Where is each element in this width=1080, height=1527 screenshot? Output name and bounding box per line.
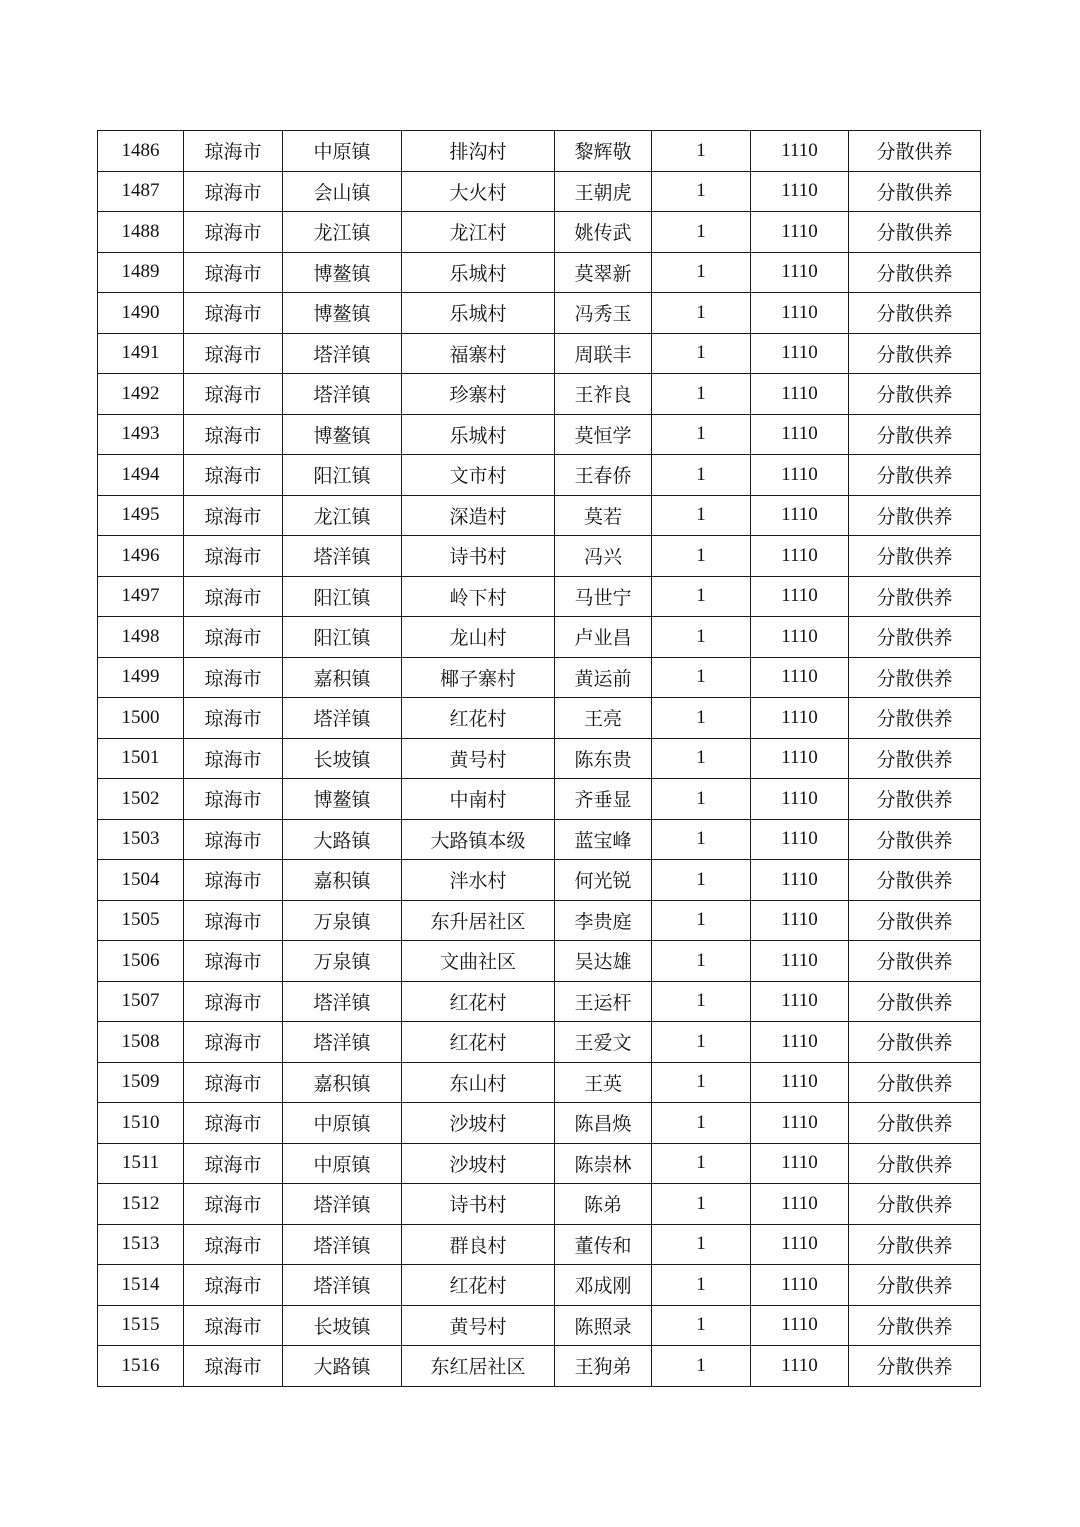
support-type-cell: 分散供养 [849, 414, 981, 455]
table-row [98, 1143, 981, 1184]
name-cell: 莫若 [555, 495, 652, 536]
support-type-cell: 分散供养 [849, 900, 981, 941]
support-type-cell: 分散供养 [849, 1305, 981, 1346]
count-cell: 1 [652, 212, 751, 253]
serial-number-cell: 1515 [98, 1305, 184, 1346]
town-cell: 塔洋镇 [283, 1224, 402, 1265]
support-type-cell: 分散供养 [849, 333, 981, 374]
town-cell: 中原镇 [283, 1103, 402, 1144]
serial-number-cell: 1486 [98, 131, 184, 172]
count-cell: 1 [652, 779, 751, 820]
town-cell: 塔洋镇 [283, 1184, 402, 1225]
amount-cell: 1110 [751, 738, 849, 779]
amount-cell: 1110 [751, 698, 849, 739]
village-cell: 沙坡村 [402, 1103, 555, 1144]
city-cell: 琼海市 [184, 131, 283, 172]
town-cell: 塔洋镇 [283, 333, 402, 374]
support-type-cell: 分散供养 [849, 779, 981, 820]
table-row [98, 698, 981, 739]
village-cell: 中南村 [402, 779, 555, 820]
count-cell: 1 [652, 617, 751, 658]
amount-cell: 1110 [751, 981, 849, 1022]
city-cell: 琼海市 [184, 738, 283, 779]
count-cell: 1 [652, 819, 751, 860]
count-cell: 1 [652, 1184, 751, 1225]
amount-cell: 1110 [751, 495, 849, 536]
serial-number-cell: 1498 [98, 617, 184, 658]
town-cell: 嘉积镇 [283, 860, 402, 901]
village-cell: 大火村 [402, 171, 555, 212]
support-type-cell: 分散供养 [849, 819, 981, 860]
name-cell: 莫翠新 [555, 252, 652, 293]
count-cell: 1 [652, 657, 751, 698]
amount-cell: 1110 [751, 131, 849, 172]
amount-cell: 1110 [751, 293, 849, 334]
count-cell: 1 [652, 1103, 751, 1144]
support-type-cell: 分散供养 [849, 536, 981, 577]
city-cell: 琼海市 [184, 576, 283, 617]
support-type-cell: 分散供养 [849, 252, 981, 293]
village-cell: 文曲社区 [402, 941, 555, 982]
village-cell: 黄号村 [402, 1305, 555, 1346]
name-cell: 黄运前 [555, 657, 652, 698]
count-cell: 1 [652, 1305, 751, 1346]
name-cell: 陈东贵 [555, 738, 652, 779]
village-cell: 椰子寨村 [402, 657, 555, 698]
city-cell: 琼海市 [184, 1224, 283, 1265]
name-cell: 黎辉敬 [555, 131, 652, 172]
table-row [98, 1022, 981, 1063]
town-cell: 阳江镇 [283, 576, 402, 617]
town-cell: 龙江镇 [283, 212, 402, 253]
table-row [98, 374, 981, 415]
serial-number-cell: 1497 [98, 576, 184, 617]
serial-number-cell: 1499 [98, 657, 184, 698]
town-cell: 嘉积镇 [283, 1062, 402, 1103]
name-cell: 冯兴 [555, 536, 652, 577]
table-row [98, 738, 981, 779]
city-cell: 琼海市 [184, 333, 283, 374]
amount-cell: 1110 [751, 617, 849, 658]
table-row [98, 293, 981, 334]
count-cell: 1 [652, 131, 751, 172]
count-cell: 1 [652, 738, 751, 779]
village-cell: 红花村 [402, 1265, 555, 1306]
amount-cell: 1110 [751, 455, 849, 496]
table-row [98, 455, 981, 496]
name-cell: 董传和 [555, 1224, 652, 1265]
serial-number-cell: 1492 [98, 374, 184, 415]
town-cell: 塔洋镇 [283, 1022, 402, 1063]
village-cell: 沙坡村 [402, 1143, 555, 1184]
count-cell: 1 [652, 333, 751, 374]
serial-number-cell: 1490 [98, 293, 184, 334]
table-row [98, 657, 981, 698]
support-type-cell: 分散供养 [849, 1062, 981, 1103]
table-row [98, 819, 981, 860]
village-cell: 红花村 [402, 1022, 555, 1063]
village-cell: 珍寨村 [402, 374, 555, 415]
amount-cell: 1110 [751, 900, 849, 941]
amount-cell: 1110 [751, 1305, 849, 1346]
support-type-cell: 分散供养 [849, 455, 981, 496]
amount-cell: 1110 [751, 1103, 849, 1144]
amount-cell: 1110 [751, 536, 849, 577]
village-cell: 东升居社区 [402, 900, 555, 941]
village-cell: 乐城村 [402, 252, 555, 293]
support-type-cell: 分散供养 [849, 1184, 981, 1225]
support-type-cell: 分散供养 [849, 1265, 981, 1306]
town-cell: 万泉镇 [283, 941, 402, 982]
name-cell: 吴达雄 [555, 941, 652, 982]
table-row [98, 252, 981, 293]
city-cell: 琼海市 [184, 1103, 283, 1144]
table-row [98, 536, 981, 577]
amount-cell: 1110 [751, 576, 849, 617]
count-cell: 1 [652, 860, 751, 901]
town-cell: 中原镇 [283, 131, 402, 172]
serial-number-cell: 1502 [98, 779, 184, 820]
support-type-cell: 分散供养 [849, 293, 981, 334]
village-cell: 龙山村 [402, 617, 555, 658]
name-cell: 何光锐 [555, 860, 652, 901]
support-type-cell: 分散供养 [849, 1103, 981, 1144]
amount-cell: 1110 [751, 1022, 849, 1063]
serial-number-cell: 1495 [98, 495, 184, 536]
village-cell: 红花村 [402, 981, 555, 1022]
amount-cell: 1110 [751, 171, 849, 212]
amount-cell: 1110 [751, 819, 849, 860]
town-cell: 阳江镇 [283, 455, 402, 496]
name-cell: 王亮 [555, 698, 652, 739]
village-cell: 黄号村 [402, 738, 555, 779]
serial-number-cell: 1509 [98, 1062, 184, 1103]
support-type-cell: 分散供养 [849, 657, 981, 698]
table-row [98, 333, 981, 374]
serial-number-cell: 1491 [98, 333, 184, 374]
village-cell: 乐城村 [402, 414, 555, 455]
serial-number-cell: 1488 [98, 212, 184, 253]
village-cell: 诗书村 [402, 1184, 555, 1225]
table-row [98, 941, 981, 982]
town-cell: 塔洋镇 [283, 374, 402, 415]
count-cell: 1 [652, 495, 751, 536]
count-cell: 1 [652, 1346, 751, 1387]
serial-number-cell: 1511 [98, 1143, 184, 1184]
amount-cell: 1110 [751, 941, 849, 982]
name-cell: 周联丰 [555, 333, 652, 374]
town-cell: 长坡镇 [283, 738, 402, 779]
support-type-cell: 分散供养 [849, 941, 981, 982]
town-cell: 龙江镇 [283, 495, 402, 536]
village-cell: 大路镇本级 [402, 819, 555, 860]
count-cell: 1 [652, 1062, 751, 1103]
count-cell: 1 [652, 1265, 751, 1306]
town-cell: 大路镇 [283, 819, 402, 860]
name-cell: 陈昌焕 [555, 1103, 652, 1144]
city-cell: 琼海市 [184, 779, 283, 820]
city-cell: 琼海市 [184, 1305, 283, 1346]
table-row [98, 1224, 981, 1265]
serial-number-cell: 1512 [98, 1184, 184, 1225]
serial-number-cell: 1513 [98, 1224, 184, 1265]
table-row [98, 1184, 981, 1225]
name-cell: 冯秀玉 [555, 293, 652, 334]
amount-cell: 1110 [751, 212, 849, 253]
name-cell: 王狗弟 [555, 1346, 652, 1387]
amount-cell: 1110 [751, 333, 849, 374]
city-cell: 琼海市 [184, 941, 283, 982]
table-row [98, 900, 981, 941]
serial-number-cell: 1496 [98, 536, 184, 577]
support-type-cell: 分散供养 [849, 576, 981, 617]
support-type-cell: 分散供养 [849, 171, 981, 212]
count-cell: 1 [652, 900, 751, 941]
city-cell: 琼海市 [184, 293, 283, 334]
table-row [98, 860, 981, 901]
city-cell: 琼海市 [184, 252, 283, 293]
village-cell: 排沟村 [402, 131, 555, 172]
support-type-cell: 分散供养 [849, 698, 981, 739]
name-cell: 王爱文 [555, 1022, 652, 1063]
town-cell: 塔洋镇 [283, 698, 402, 739]
city-cell: 琼海市 [184, 1022, 283, 1063]
name-cell: 卢业昌 [555, 617, 652, 658]
city-cell: 琼海市 [184, 1346, 283, 1387]
support-type-cell: 分散供养 [849, 1224, 981, 1265]
town-cell: 博鳌镇 [283, 252, 402, 293]
count-cell: 1 [652, 455, 751, 496]
name-cell: 陈照录 [555, 1305, 652, 1346]
city-cell: 琼海市 [184, 981, 283, 1022]
table-row [98, 131, 981, 172]
city-cell: 琼海市 [184, 698, 283, 739]
town-cell: 博鳌镇 [283, 414, 402, 455]
village-cell: 乐城村 [402, 293, 555, 334]
town-cell: 博鳌镇 [283, 293, 402, 334]
village-cell: 深造村 [402, 495, 555, 536]
village-cell: 东红居社区 [402, 1346, 555, 1387]
name-cell: 王运杆 [555, 981, 652, 1022]
city-cell: 琼海市 [184, 374, 283, 415]
village-cell: 诗书村 [402, 536, 555, 577]
table-row [98, 495, 981, 536]
serial-number-cell: 1508 [98, 1022, 184, 1063]
support-type-cell: 分散供养 [849, 1143, 981, 1184]
amount-cell: 1110 [751, 252, 849, 293]
town-cell: 长坡镇 [283, 1305, 402, 1346]
amount-cell: 1110 [751, 1143, 849, 1184]
amount-cell: 1110 [751, 1062, 849, 1103]
support-type-cell: 分散供养 [849, 374, 981, 415]
count-cell: 1 [652, 941, 751, 982]
table-row [98, 414, 981, 455]
city-cell: 琼海市 [184, 1184, 283, 1225]
serial-number-cell: 1500 [98, 698, 184, 739]
count-cell: 1 [652, 293, 751, 334]
town-cell: 塔洋镇 [283, 981, 402, 1022]
city-cell: 琼海市 [184, 1062, 283, 1103]
city-cell: 琼海市 [184, 860, 283, 901]
name-cell: 莫恒学 [555, 414, 652, 455]
count-cell: 1 [652, 1143, 751, 1184]
city-cell: 琼海市 [184, 455, 283, 496]
table-row [98, 1305, 981, 1346]
amount-cell: 1110 [751, 1265, 849, 1306]
city-cell: 琼海市 [184, 1143, 283, 1184]
table-row [98, 779, 981, 820]
table-row [98, 981, 981, 1022]
town-cell: 塔洋镇 [283, 1265, 402, 1306]
support-type-cell: 分散供养 [849, 981, 981, 1022]
name-cell: 齐垂显 [555, 779, 652, 820]
name-cell: 王英 [555, 1062, 652, 1103]
serial-number-cell: 1504 [98, 860, 184, 901]
city-cell: 琼海市 [184, 1265, 283, 1306]
village-cell: 龙江村 [402, 212, 555, 253]
count-cell: 1 [652, 414, 751, 455]
support-type-cell: 分散供养 [849, 860, 981, 901]
village-cell: 文市村 [402, 455, 555, 496]
name-cell: 王祚良 [555, 374, 652, 415]
amount-cell: 1110 [751, 860, 849, 901]
serial-number-cell: 1493 [98, 414, 184, 455]
name-cell: 马世宁 [555, 576, 652, 617]
serial-number-cell: 1516 [98, 1346, 184, 1387]
amount-cell: 1110 [751, 1184, 849, 1225]
serial-number-cell: 1505 [98, 900, 184, 941]
count-cell: 1 [652, 252, 751, 293]
name-cell: 陈崇林 [555, 1143, 652, 1184]
table-row [98, 1346, 981, 1387]
name-cell: 蓝宝峰 [555, 819, 652, 860]
village-cell: 东山村 [402, 1062, 555, 1103]
serial-number-cell: 1506 [98, 941, 184, 982]
village-cell: 岭下村 [402, 576, 555, 617]
village-cell: 福寨村 [402, 333, 555, 374]
city-cell: 琼海市 [184, 212, 283, 253]
village-cell: 红花村 [402, 698, 555, 739]
support-type-cell: 分散供养 [849, 738, 981, 779]
town-cell: 万泉镇 [283, 900, 402, 941]
count-cell: 1 [652, 698, 751, 739]
count-cell: 1 [652, 536, 751, 577]
support-type-cell: 分散供养 [849, 1022, 981, 1063]
table-row [98, 212, 981, 253]
town-cell: 塔洋镇 [283, 536, 402, 577]
name-cell: 王春侨 [555, 455, 652, 496]
count-cell: 1 [652, 171, 751, 212]
city-cell: 琼海市 [184, 900, 283, 941]
support-type-cell: 分散供养 [849, 495, 981, 536]
roster-table [97, 130, 981, 1387]
count-cell: 1 [652, 1224, 751, 1265]
name-cell: 陈弟 [555, 1184, 652, 1225]
city-cell: 琼海市 [184, 414, 283, 455]
support-type-cell: 分散供养 [849, 212, 981, 253]
amount-cell: 1110 [751, 1346, 849, 1387]
support-type-cell: 分散供养 [849, 617, 981, 658]
serial-number-cell: 1501 [98, 738, 184, 779]
amount-cell: 1110 [751, 1224, 849, 1265]
table-row [98, 617, 981, 658]
serial-number-cell: 1503 [98, 819, 184, 860]
count-cell: 1 [652, 981, 751, 1022]
name-cell: 李贵庭 [555, 900, 652, 941]
roster-body [98, 131, 981, 1387]
town-cell: 博鳌镇 [283, 779, 402, 820]
table-row [98, 1103, 981, 1144]
serial-number-cell: 1507 [98, 981, 184, 1022]
serial-number-cell: 1514 [98, 1265, 184, 1306]
city-cell: 琼海市 [184, 171, 283, 212]
town-cell: 中原镇 [283, 1143, 402, 1184]
town-cell: 嘉积镇 [283, 657, 402, 698]
name-cell: 王朝虎 [555, 171, 652, 212]
table-row [98, 171, 981, 212]
name-cell: 姚传武 [555, 212, 652, 253]
city-cell: 琼海市 [184, 617, 283, 658]
serial-number-cell: 1487 [98, 171, 184, 212]
town-cell: 大路镇 [283, 1346, 402, 1387]
city-cell: 琼海市 [184, 495, 283, 536]
name-cell: 邓成刚 [555, 1265, 652, 1306]
amount-cell: 1110 [751, 414, 849, 455]
table-row [98, 1062, 981, 1103]
serial-number-cell: 1494 [98, 455, 184, 496]
village-cell: 泮水村 [402, 860, 555, 901]
table-row [98, 576, 981, 617]
support-type-cell: 分散供养 [849, 1346, 981, 1387]
city-cell: 琼海市 [184, 819, 283, 860]
amount-cell: 1110 [751, 374, 849, 415]
count-cell: 1 [652, 374, 751, 415]
serial-number-cell: 1510 [98, 1103, 184, 1144]
support-type-cell: 分散供养 [849, 131, 981, 172]
count-cell: 1 [652, 1022, 751, 1063]
city-cell: 琼海市 [184, 657, 283, 698]
town-cell: 阳江镇 [283, 617, 402, 658]
serial-number-cell: 1489 [98, 252, 184, 293]
table-row [98, 1265, 981, 1306]
city-cell: 琼海市 [184, 536, 283, 577]
count-cell: 1 [652, 576, 751, 617]
town-cell: 会山镇 [283, 171, 402, 212]
amount-cell: 1110 [751, 779, 849, 820]
amount-cell: 1110 [751, 657, 849, 698]
village-cell: 群良村 [402, 1224, 555, 1265]
